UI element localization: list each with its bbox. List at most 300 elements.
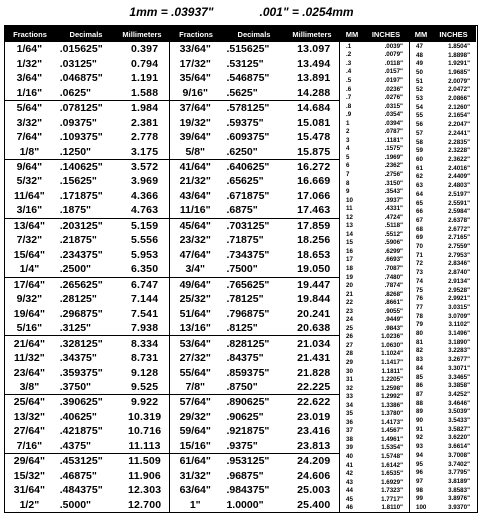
table-row — [340, 170, 409, 179]
table-cell: 31/32" — [179, 469, 211, 482]
table-cell: 3.0315" — [448, 303, 470, 311]
fractions-2-rows — [170, 42, 339, 512]
table-row — [5, 233, 169, 247]
table-row — [5, 498, 169, 512]
table-cell: 1/4" — [19, 263, 40, 276]
table-cell: .1575" — [384, 145, 403, 153]
table-cell: 23.416 — [297, 425, 331, 438]
table-row — [410, 129, 476, 138]
column-header: Decimals — [69, 29, 103, 39]
table-cell: 1.4173" — [381, 418, 403, 426]
table-row — [340, 51, 409, 60]
table-cell: 16.272 — [297, 160, 331, 173]
table-row — [340, 504, 409, 513]
table-cell: 57/64" — [179, 396, 211, 409]
table-cell: 19/64" — [13, 307, 46, 320]
table-row — [5, 336, 169, 350]
table-cell: 45 — [346, 495, 353, 503]
table-row — [340, 444, 409, 453]
table-cell: 24.606 — [297, 469, 331, 482]
table-row — [410, 329, 476, 338]
table-row — [340, 375, 409, 384]
table-cell: 95 — [416, 460, 423, 468]
table-cell: 1.2205" — [381, 376, 403, 384]
table-cell: 1 — [346, 119, 350, 127]
table-cell: 14.288 — [297, 86, 331, 99]
table-cell: .9055" — [384, 307, 403, 315]
table-cell: .34375" — [59, 352, 97, 365]
table-row — [5, 278, 169, 292]
table-cell: 84 — [416, 364, 423, 372]
table-row — [5, 144, 169, 159]
table-cell: .296875" — [59, 307, 103, 320]
table-cell: .0079" — [384, 51, 403, 59]
table-row — [410, 164, 476, 173]
table-cell: 11/64" — [14, 189, 45, 202]
table-cell: .8268" — [384, 290, 403, 298]
table-cell: .078125" — [59, 102, 103, 115]
table-row — [170, 115, 339, 129]
table-cell: 7/8" — [185, 381, 206, 394]
table-row — [410, 225, 476, 234]
table-cell: .7 — [346, 94, 352, 102]
table-cell: .015625" — [59, 43, 103, 56]
table-cell: 5/8" — [185, 145, 206, 158]
table-row — [340, 435, 409, 444]
table-row — [170, 203, 339, 218]
table-row — [340, 324, 409, 333]
table-cell: 24 — [346, 316, 353, 324]
table-row — [340, 93, 409, 102]
table-row — [170, 469, 339, 483]
table-cell: 3.2283" — [448, 347, 470, 355]
table-cell: 12.303 — [127, 484, 162, 497]
table-cell: 50 — [416, 68, 423, 76]
table-cell: 7 — [346, 170, 350, 178]
table-row — [340, 76, 409, 85]
table-cell: 8.731 — [130, 352, 159, 365]
table-cell: .265625" — [59, 278, 103, 291]
table-cell: 100 — [416, 504, 427, 512]
table-row — [5, 395, 169, 409]
table-cell: 2.2835" — [448, 138, 470, 146]
table-row — [340, 478, 409, 487]
table-cell: 53 — [416, 95, 423, 103]
table-cell: 2.7559" — [448, 243, 470, 251]
table-cell: 70 — [416, 243, 423, 251]
table-cell: 25/32" — [179, 293, 211, 306]
table-cell: 5/32" — [16, 175, 43, 188]
table-cell: 4 — [346, 145, 350, 153]
table-cell: 23.813 — [297, 439, 331, 452]
table-cell: 1.8898" — [448, 51, 470, 59]
mm-1-header — [340, 26, 409, 42]
table-row — [170, 439, 339, 454]
table-cell: 13.097 — [297, 43, 331, 56]
table-cell: 21.034 — [297, 337, 331, 350]
table-row — [170, 71, 339, 85]
table-cell: 76 — [416, 295, 423, 303]
column-header: Millimeters — [122, 29, 162, 39]
table-cell: 43 — [346, 478, 353, 486]
table-cell: .3 — [346, 59, 352, 67]
table-cell: .609375" — [226, 131, 270, 144]
table-cell: 31 — [346, 376, 353, 384]
table-cell: 2.5197" — [448, 190, 470, 198]
table-row — [340, 333, 409, 342]
table-cell: 1.1024" — [381, 350, 403, 358]
table-cell: 2 — [346, 128, 350, 136]
table-cell: 59 — [416, 147, 423, 155]
table-cell: 21/64" — [13, 337, 46, 350]
table-row — [340, 153, 409, 162]
table-row — [340, 358, 409, 367]
table-row — [170, 306, 339, 320]
table-cell: 4.366 — [130, 189, 159, 202]
table-cell: 8 — [346, 179, 350, 187]
table-cell: 5.159 — [130, 219, 159, 232]
table-row — [340, 316, 409, 325]
fractions-1-header — [5, 26, 169, 42]
table-row — [170, 130, 339, 144]
table-row — [5, 321, 169, 336]
table-cell: 2.1260" — [448, 103, 470, 111]
table-cell: 9.525 — [130, 381, 159, 394]
table-cell: 13.891 — [297, 72, 331, 85]
table-cell: 18.256 — [297, 234, 331, 247]
table-row — [410, 42, 476, 51]
table-cell: 8.334 — [130, 337, 159, 350]
table-cell: 60 — [416, 155, 423, 163]
table-cell: .515625" — [226, 43, 270, 56]
table-cell: 23.019 — [297, 410, 331, 423]
table-cell: .1969" — [384, 153, 403, 161]
table-cell: 25/64" — [13, 396, 46, 409]
table-cell: 24.209 — [297, 455, 331, 468]
table-row — [410, 207, 476, 216]
table-cell: 72 — [416, 260, 423, 268]
table-cell: 18.653 — [297, 248, 331, 261]
table-cell: 11/32" — [14, 352, 45, 365]
table-cell: 6 — [346, 162, 350, 170]
table-cell: 31/64" — [13, 484, 46, 497]
table-cell: 1.1417" — [381, 359, 403, 366]
table-cell: 5/64" — [16, 102, 43, 115]
table-cell: 17/64" — [13, 278, 46, 291]
table-cell: 20.638 — [297, 322, 331, 335]
table-cell: .3125" — [59, 322, 92, 335]
table-cell: 66 — [416, 208, 423, 216]
table-row — [340, 247, 409, 256]
table-row — [410, 112, 476, 121]
table-row — [340, 110, 409, 119]
table-cell: 7/32" — [16, 234, 43, 247]
table-cell: 1/8" — [19, 145, 40, 158]
table-row — [5, 292, 169, 306]
table-row — [340, 196, 409, 205]
table-cell: 75 — [416, 286, 423, 294]
table-cell: 55 — [416, 112, 423, 120]
table-row — [170, 85, 339, 100]
table-cell: 3.1496" — [448, 330, 470, 338]
table-row — [5, 56, 169, 70]
table-cell: .0236" — [384, 85, 403, 93]
table-cell: 3.3858" — [448, 382, 470, 390]
column-header: Millimeters — [292, 29, 332, 39]
table-row — [170, 410, 339, 424]
table-cell: 41/64" — [179, 160, 211, 173]
table-cell: 3 — [346, 136, 350, 144]
table-cell: .84375" — [226, 352, 264, 365]
table-cell: 17 — [346, 256, 353, 264]
table-cell: 7.541 — [130, 307, 159, 320]
table-cell: 1.9685" — [448, 68, 470, 76]
table-row — [410, 260, 476, 269]
table-cell: 45/64" — [179, 219, 211, 232]
table-cell: 92 — [416, 434, 423, 442]
table-cell: .828125" — [226, 337, 270, 350]
table-cell: .6250" — [226, 145, 258, 158]
table-cell: 9 — [346, 188, 350, 196]
table-cell: 15.478 — [297, 131, 331, 144]
table-cell: 61/64" — [179, 455, 211, 468]
table-row — [410, 390, 476, 399]
table-row — [170, 336, 339, 350]
table-cell: 26 — [346, 333, 353, 341]
table-cell: .8125" — [226, 322, 258, 335]
table-cell: .96875" — [226, 469, 264, 482]
table-row — [410, 495, 476, 504]
table-cell: 46 — [346, 504, 353, 512]
column-header: Fractions — [13, 29, 47, 39]
table-cell: 40 — [346, 453, 353, 461]
table-cell: 47/64" — [179, 248, 211, 261]
table-cell: 38 — [346, 435, 353, 443]
table-cell: .7480" — [384, 273, 403, 281]
table-cell: 3/16" — [16, 204, 43, 217]
table-cell: .2756" — [384, 170, 403, 178]
table-row — [340, 427, 409, 436]
mm-2-header — [410, 26, 476, 42]
table-cell: .546875" — [226, 72, 270, 85]
table-cell: 36 — [346, 418, 353, 426]
table-cell: .0625" — [59, 86, 92, 99]
table-cell: 19 — [346, 273, 353, 281]
table-row — [170, 233, 339, 247]
table-cell: 2.9134" — [448, 277, 470, 285]
table-row — [170, 56, 339, 70]
table-row — [410, 381, 476, 390]
table-row — [410, 303, 476, 312]
table-row — [170, 351, 339, 365]
table-row — [5, 42, 169, 56]
table-cell: 29/64" — [13, 455, 46, 468]
table-cell: 2.778 — [130, 131, 159, 144]
table-cell: .5000" — [59, 498, 92, 511]
table-row — [5, 174, 169, 188]
table-cell: .65625" — [226, 175, 264, 188]
table-row — [340, 187, 409, 196]
table-cell: .140625" — [59, 160, 103, 173]
table-cell: 63 — [416, 182, 423, 190]
mm-table-2 — [409, 26, 476, 512]
table-row — [410, 477, 476, 486]
table-row — [410, 373, 476, 382]
table-cell: 1.7717" — [381, 495, 403, 503]
table-cell: 15 — [346, 239, 353, 247]
table-cell: 1.8110" — [381, 504, 403, 512]
table-cell: 15/64" — [13, 248, 46, 261]
table-cell: 3.3071" — [448, 364, 470, 372]
table-cell: 2.6772" — [448, 225, 470, 233]
table-row — [5, 380, 169, 395]
table-cell: 7/64" — [16, 131, 43, 144]
table-cell: .1181" — [384, 136, 403, 144]
table-row — [340, 392, 409, 401]
table-cell: 25.003 — [297, 484, 331, 497]
table-row — [340, 350, 409, 359]
table-cell: .9449" — [384, 316, 403, 324]
table-row — [340, 204, 409, 213]
table-cell: 15.875 — [297, 145, 331, 158]
table-row — [170, 483, 339, 497]
table-cell: 13/16" — [179, 322, 211, 335]
table-cell: 1.1811" — [381, 367, 403, 375]
table-cell: 63/64" — [179, 484, 211, 497]
table-cell: 3.2677" — [448, 356, 470, 364]
table-cell: 87 — [416, 390, 423, 398]
table-row — [410, 94, 476, 103]
table-cell: .484375" — [59, 484, 103, 497]
table-cell: 23/32" — [179, 234, 211, 247]
table-cell: 9.922 — [130, 396, 159, 409]
table-row — [340, 281, 409, 290]
table-cell: .171875" — [59, 189, 103, 202]
table-cell: 14 — [346, 230, 353, 238]
table-row — [170, 160, 339, 174]
table-cell: 44 — [346, 487, 353, 495]
table-row — [340, 68, 409, 77]
table-cell: .0197" — [384, 76, 403, 84]
table-row — [340, 298, 409, 307]
table-cell: 57 — [416, 129, 423, 137]
table-cell: 11.113 — [128, 439, 161, 452]
table-row — [410, 199, 476, 208]
table-cell: .1875" — [59, 204, 92, 217]
column-header: Decimals — [237, 29, 271, 39]
table-row — [5, 410, 169, 424]
table-cell: 51 — [416, 77, 423, 85]
table-cell: 0.794 — [130, 57, 159, 70]
table-row — [170, 365, 339, 379]
table-cell: .03125" — [59, 57, 97, 70]
table-cell: .4 — [346, 68, 352, 76]
table-cell: 1.6929" — [381, 478, 403, 486]
table-cell: 6.747 — [130, 278, 159, 291]
table-cell: .9375" — [226, 439, 258, 452]
table-cell: .8750" — [226, 381, 258, 394]
table-cell: 56 — [416, 121, 423, 129]
table-row — [410, 355, 476, 364]
table-row — [340, 452, 409, 461]
table-row — [5, 219, 169, 233]
table-cell: .3750" — [59, 381, 92, 394]
table-cell: .984375" — [226, 484, 270, 497]
table-cell: .0354" — [384, 111, 403, 119]
table-cell: 27/32" — [179, 352, 211, 365]
table-row — [410, 68, 476, 77]
table-cell: 2.6378" — [448, 216, 470, 224]
table-cell: 53/64" — [179, 337, 211, 350]
table-cell: 35 — [346, 410, 353, 418]
table-row — [5, 262, 169, 277]
table-cell: 81 — [416, 338, 423, 346]
table-cell: 2.9921" — [448, 295, 470, 303]
table-cell: .3543" — [384, 188, 403, 196]
table-row — [410, 416, 476, 425]
table-cell: 1.191 — [130, 72, 159, 85]
table-cell: 1.3386" — [381, 401, 403, 409]
table-row — [340, 290, 409, 299]
table-cell: 1.984 — [130, 102, 159, 115]
table-row — [5, 203, 169, 218]
table-cell: .5 — [346, 76, 352, 84]
table-cell: 10 — [346, 196, 353, 204]
table-row — [410, 86, 476, 95]
table-cell: 14.684 — [297, 102, 331, 115]
table-row — [410, 138, 476, 147]
table-cell: 42 — [346, 470, 353, 478]
mm-2-rows — [410, 42, 476, 512]
table-row — [340, 213, 409, 222]
table-cell: 19.447 — [297, 278, 331, 291]
table-cell: 3.6220" — [448, 434, 470, 442]
table-cell: 91 — [416, 425, 423, 433]
table-row — [170, 144, 339, 159]
table-cell: 90 — [416, 417, 423, 425]
table-cell: .5512" — [384, 230, 403, 238]
table-cell: .2 — [346, 51, 352, 59]
table-cell: 21.431 — [297, 352, 331, 365]
table-row — [340, 162, 409, 171]
fractions-1-rows — [5, 42, 169, 512]
table-cell: 9.128 — [130, 366, 159, 379]
table-cell: .390625" — [59, 396, 103, 409]
table-cell: 15/32" — [13, 469, 46, 482]
table-row — [5, 160, 169, 174]
table-cell: 52 — [416, 86, 423, 94]
table-row — [340, 273, 409, 282]
table-cell: 5 — [346, 153, 350, 161]
table-cell: .46875" — [59, 469, 97, 482]
table-cell: 29 — [346, 359, 353, 366]
table-cell: 59/64" — [179, 425, 211, 438]
table-cell: .0118" — [384, 59, 403, 67]
fractions-table-2 — [169, 26, 339, 512]
table-row — [340, 495, 409, 504]
table-row — [170, 101, 339, 115]
table-cell: 1" — [189, 498, 201, 511]
mm-table-1 — [339, 26, 409, 512]
table-cell: 2.1654" — [448, 112, 470, 120]
column-header: MM — [414, 29, 428, 39]
table-row — [410, 286, 476, 295]
table-cell: 3/4" — [185, 263, 206, 276]
table-cell: .796875" — [226, 307, 270, 320]
table-cell: .046875" — [59, 72, 103, 85]
table-cell: 4.763 — [130, 204, 159, 217]
table-cell: 1.0236" — [381, 333, 403, 341]
